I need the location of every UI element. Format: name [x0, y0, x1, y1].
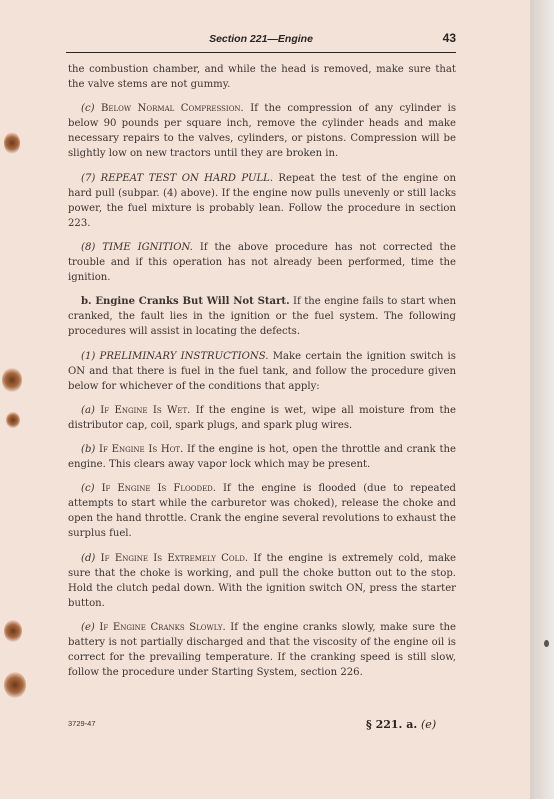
paragraph-heading: Below Normal Compression.	[101, 103, 244, 115]
paragraph-heading: REPEAT TEST ON HARD PULL.	[100, 172, 274, 184]
paragraph-1	[68, 62, 456, 92]
burn-mark	[4, 620, 22, 642]
burn-mark	[2, 368, 22, 392]
paragraph-engine-wet	[68, 403, 456, 433]
paragraph-text: If the engine is extremely cold, make sure that the choke is working, and pull the choke button out to the stop. Hold the clutch pedal down. With the ignition switch ON, press the starter button.	[68, 552, 456, 609]
paragraph-heading: b. Engine Cranks But Will Not Start.	[81, 296, 290, 308]
paragraph-preliminary-instructions	[68, 349, 456, 394]
paragraph-cranks-slowly	[68, 620, 456, 680]
page-number: 43	[442, 31, 456, 45]
paragraph-text: If the engine is hot, open the throttle and crank the engine. This clears away vapor lock which may be present.	[68, 443, 456, 471]
section-reference-main: § 221. a.	[366, 718, 418, 731]
section-title: Section 221—Engine	[209, 33, 313, 45]
paragraph-number: (1)	[81, 350, 96, 362]
paragraph-text: Make certain the ignition switch is ON and that there is fuel in the fuel tank, and follow the procedure given below for whichever of the conditions that apply:	[68, 350, 456, 392]
page-body	[68, 62, 456, 689]
paragraph-heading: If Engine Is Extremely Cold.	[100, 552, 249, 564]
paragraph-engine-flooded	[68, 481, 456, 541]
paragraph-number: (c)	[81, 483, 95, 495]
paragraph-number: (a)	[81, 404, 95, 416]
section-reference	[366, 718, 436, 731]
paragraph-heading: If Engine Is Wet.	[100, 404, 191, 416]
paragraph-text: If the engine fails to start when cranked, the fault lies in the ignition or the fuel system. The following procedures will assist in locating the defects.	[68, 296, 457, 338]
paragraph-number: (c)	[81, 103, 95, 115]
paragraph-heading: PRELIMINARY INSTRUCTIONS.	[99, 350, 269, 362]
paragraph-1-text: the combustion chamber, and while the head is removed, make sure that the valve stems are not gummy.	[68, 64, 456, 91]
paragraph-text: If the compression of any cylinder is below 90 pounds per square inch, remove the cylinder heads and make necessary repairs to the valves, cylinders, or pistons. Compression will be slightly low on new tractors until they are broken in.	[68, 103, 456, 160]
paragraph-text: If the engine is flooded (due to repeated attempts to start while the carburetor was choked), release the choke and open the hand throttle. Crank the engine several revolutions to exhaust the surplus fuel.	[68, 483, 457, 540]
paragraph-repeat-test	[68, 171, 456, 231]
paragraph-below-normal-compression	[68, 101, 456, 161]
paragraph-number: (b)	[81, 443, 96, 455]
print-code: 3729-47	[68, 719, 96, 728]
speck	[544, 640, 549, 647]
section-reference-sub: (e)	[421, 718, 437, 731]
burn-mark	[4, 672, 26, 698]
paragraph-number: (d)	[81, 552, 96, 564]
paragraph-engine-hot	[68, 442, 456, 472]
page-header	[66, 30, 456, 53]
paragraph-engine-cold	[68, 551, 456, 611]
paragraph-text: If the engine is wet, wipe all moisture from the distributor cap, coil, spark plugs, and spark plug wires.	[68, 404, 456, 431]
paragraph-text: If the above procedure has not corrected the trouble and if this operation has not already been performed, time the ignition.	[68, 241, 457, 284]
burn-mark	[4, 132, 20, 154]
burn-mark	[6, 412, 20, 428]
paragraph-time-ignition	[68, 240, 456, 285]
paragraph-heading: TIME IGNITION.	[102, 241, 193, 253]
paragraph-number: (8)	[81, 241, 96, 253]
paragraph-number: (7)	[81, 172, 96, 184]
page-edge	[530, 0, 554, 799]
paragraph-text: Repeat the test of the engine on hard pull (subpar. (4) above). If the engine now pulls unevenly or still lacks power, the fuel mixture is probably lean. Follow the procedure in section 223.	[68, 172, 456, 229]
paragraph-text: If the engine cranks slowly, make sure the battery is not partially discharged and that the viscosity of the engine oil is correct for the prevailing temperature. If the cranking speed is still slow, follow the procedure under Starting System, section 226.	[68, 621, 456, 679]
paragraph-heading: If Engine Is Hot.	[99, 443, 184, 455]
paragraph-heading: If Engine Cranks Slowly.	[99, 621, 226, 633]
paragraph-heading: If Engine Is Flooded.	[101, 483, 217, 495]
paragraph-engine-cranks	[68, 294, 456, 339]
paragraph-number: (e)	[81, 621, 95, 633]
